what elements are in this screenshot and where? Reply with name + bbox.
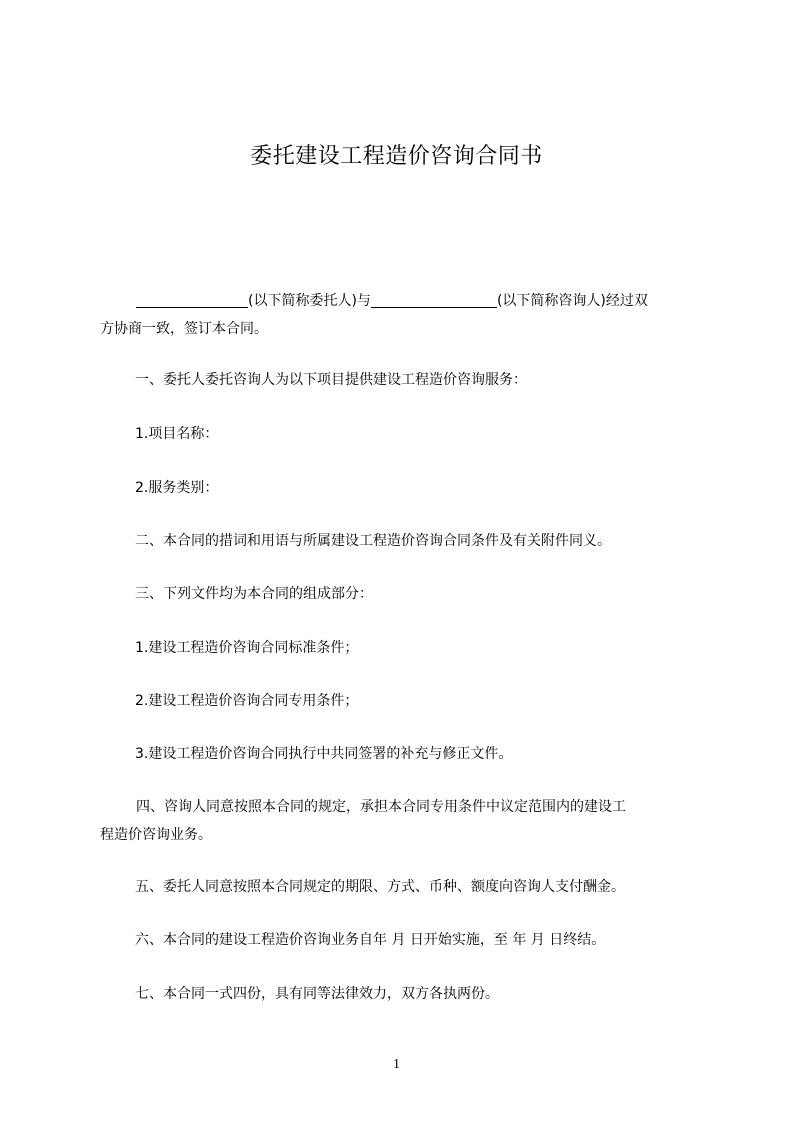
client-name-blank[interactable]	[136, 291, 248, 308]
clause-4	[100, 793, 680, 849]
clause-3-item-1: 1.建设工程造价咨询合同标准条件；	[135, 640, 359, 656]
clause-4-line-1: 四、咨询人同意按照本合同的规定，承担本合同专用条件中议定范围内的建设工	[136, 799, 626, 815]
consultant-name-blank[interactable]	[371, 291, 497, 308]
intro-paragraph	[100, 287, 680, 343]
clause-7: 七、本合同一式四份，具有同等法律效力，双方各执两份。	[135, 986, 499, 1002]
clause-6: 六、本合同的建设工程造价咨询业务自年 月 日开始实施，至 年 月 日终结。	[135, 932, 606, 948]
clause-2: 二、本合同的措词和用语与所属建设工程造价咨询合同条件及有关附件同义。	[135, 533, 611, 549]
clause-1-item-2: 2.服务类别：	[135, 480, 219, 496]
document-title: 委托建设工程造价咨询合同书	[250, 144, 543, 169]
clause-1-item-1: 1.项目名称：	[135, 426, 219, 442]
page-number: 1	[393, 1057, 400, 1072]
clause-4-line-2: 程造价咨询业务。	[100, 827, 212, 843]
clause-3-item-2: 2.建设工程造价咨询合同专用条件；	[135, 693, 359, 709]
intro-text-part1: (以下简称委托人)与	[248, 293, 371, 309]
clause-1: 一、委托人委托咨询人为以下项目提供建设工程造价咨询服务：	[135, 372, 527, 388]
intro-line-2: 方协商一致，签订本合同。	[100, 321, 268, 337]
clause-3: 三、下列文件均为本合同的组成部分：	[135, 586, 373, 602]
intro-line-1	[100, 287, 680, 315]
clause-5: 五、委托人同意按照本合同规定的期限、方式、币种、额度向咨询人支付酬金。	[135, 879, 625, 895]
intro-text-part2: (以下简称咨询人)经过双	[496, 293, 648, 309]
clause-3-item-3: 3.建设工程造价咨询合同执行中共同签署的补充与修正文件。	[135, 746, 513, 762]
